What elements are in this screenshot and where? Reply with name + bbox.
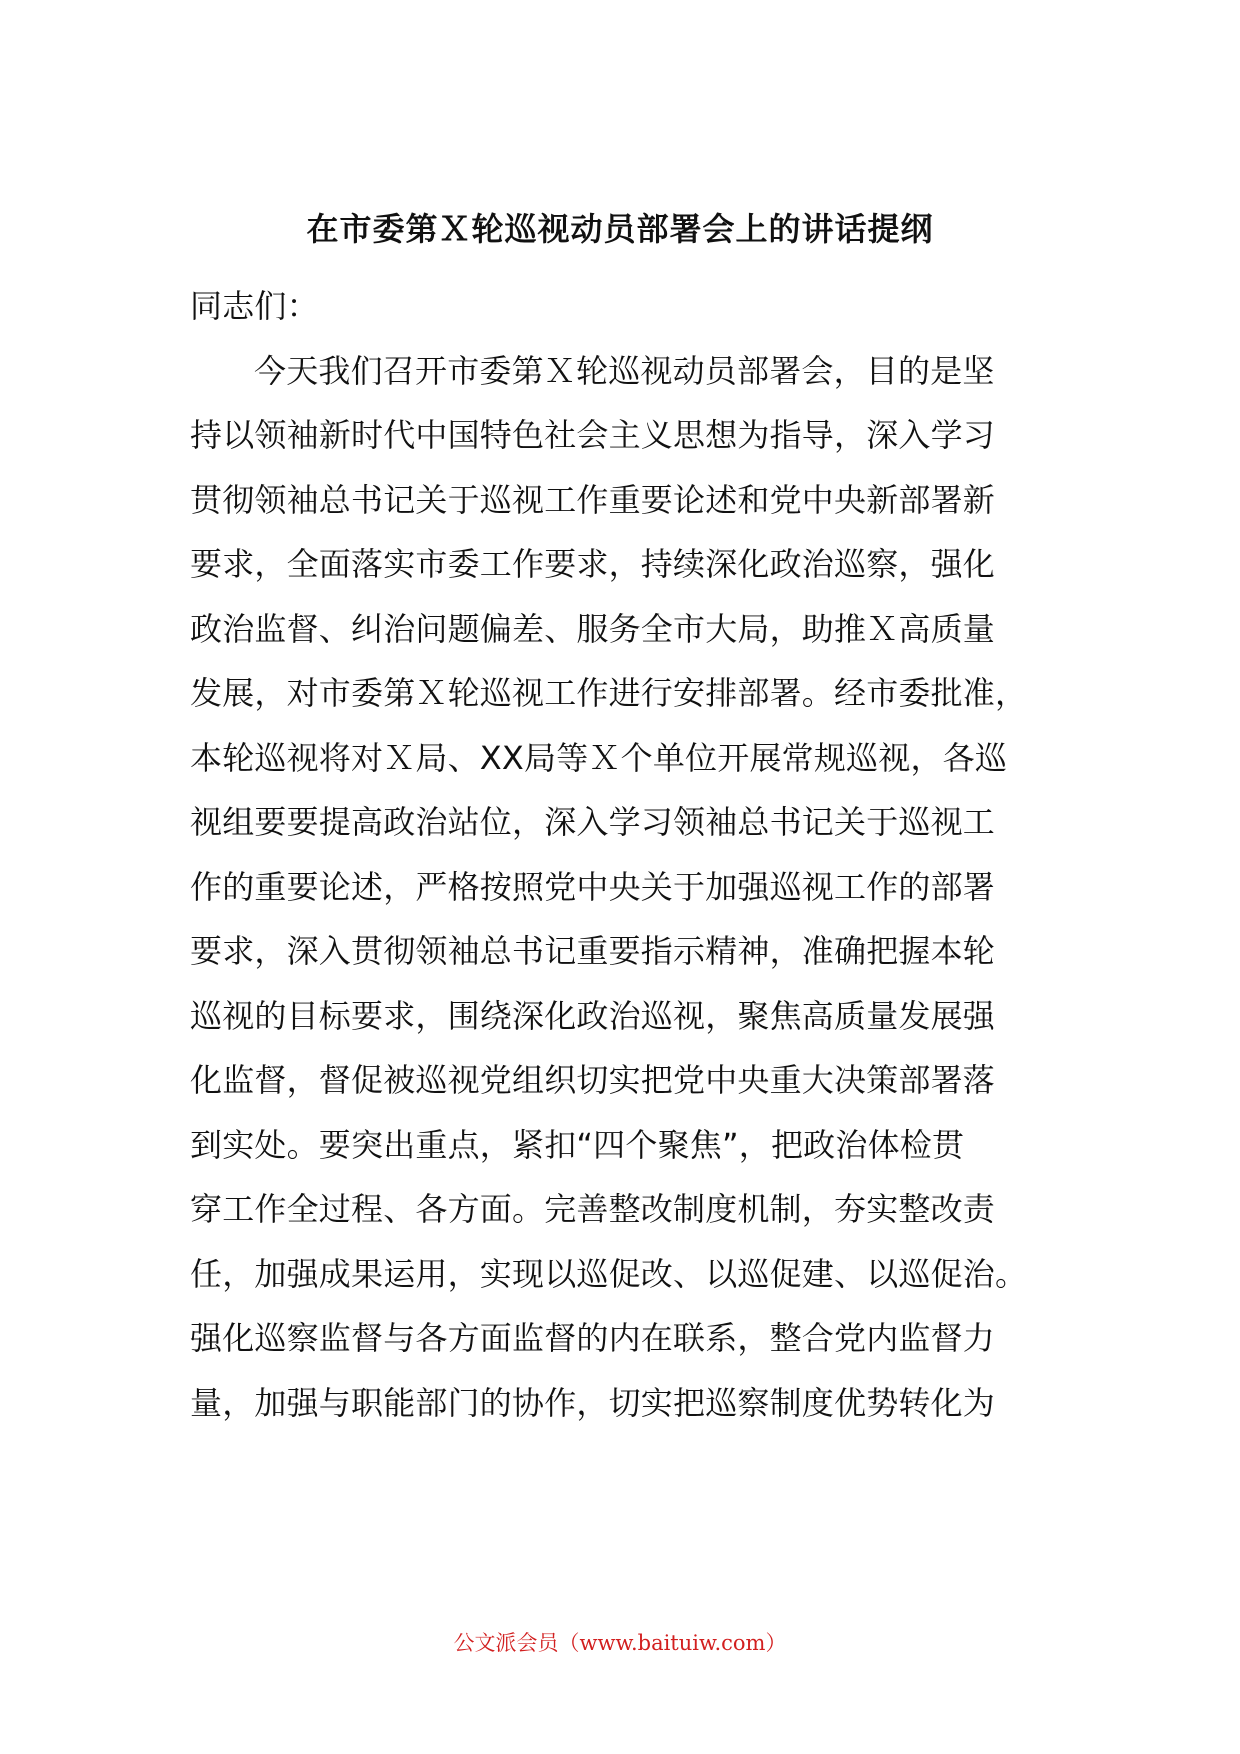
paragraph-line: 本轮巡视将对Ｘ局、XX局等Ｘ个单位开展常规巡视，各巡 [190, 738, 1008, 777]
salutation: 同志们： [190, 287, 319, 325]
paragraph-line: 作的重要论述，严格按照党中央关于加强巡视工作的部署 [190, 867, 996, 906]
paragraph-line: 要求，深入贯彻领袖总书记重要指示精神，准确把握本轮 [190, 932, 996, 970]
paragraph-line: 穿工作全过程、各方面。完善整改制度机制，夯实整改责 [190, 1190, 996, 1228]
paragraph-line: 贯彻领袖总书记关于巡视工作重要论述和党中央新部署新 [190, 480, 996, 519]
paragraph-line: 任，加强成果运用，实现以巡促改、以巡促建、以巡促治。 [190, 1254, 1028, 1293]
paragraph-line: 要求，全面落实市委工作要求，持续深化政治巡察，强化 [190, 545, 996, 583]
paragraph-line: 视组要要提高政治站位，深入学习领袖总书记关于巡视工 [190, 803, 996, 841]
document-body [190, 274, 1065, 1435]
paragraph-line: 今天我们召开市委第Ｘ轮巡视动员部署会，目的是坚 [254, 351, 995, 390]
paragraph-line: 持以领袖新时代中国特色社会主义思想为指导，深入学习 [190, 416, 996, 454]
footer-watermark: 公文派会员（www.baituiw.com） [453, 1631, 787, 1655]
paragraph-line: 政治监督、纠治问题偏差、服务全市大局，助推Ｘ高质量 [190, 609, 996, 648]
paragraph-line: 巡视的目标要求，围绕深化政治巡视，聚焦高质量发展强 [190, 996, 996, 1035]
paragraph-line: 到实处。要突出重点，紧扣“四个聚焦”，把政治体检贯 [190, 1125, 965, 1164]
document-title: 在市委第Ｘ轮巡视动员部署会上的讲话提纲 [306, 210, 934, 248]
paragraph-line: 发展，对市委第Ｘ轮巡视工作进行安排部署。经市委批准， [190, 674, 1028, 712]
paragraph-line: 化监督，督促被巡视党组织切实把党中央重大决策部署落 [190, 1061, 996, 1099]
paragraph-line: 量，加强与职能部门的协作，切实把巡察制度优势转化为 [190, 1383, 996, 1422]
paragraph-line: 强化巡察监督与各方面监督的内在联系，整合党内监督力 [190, 1319, 996, 1357]
